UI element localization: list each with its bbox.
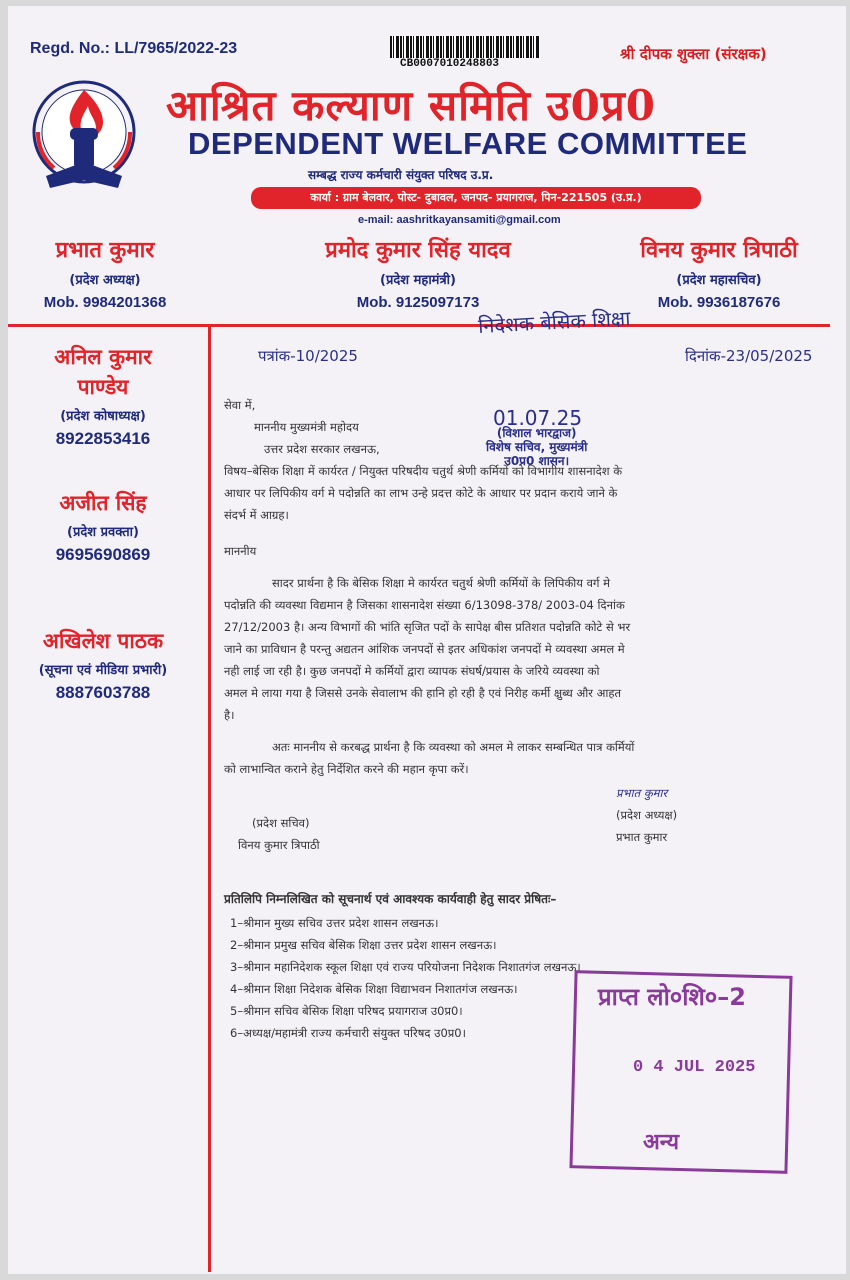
office-bearer-mobile: Mob. 9984201368	[43, 294, 167, 311]
list-item: 6–अध्यक्ष/महामंत्री राज्य कर्मचारी संयुक्त परिषद उ0प्र0।	[230, 1026, 466, 1040]
office-bearer-name: प्रमोद कुमार सिंह यादव	[325, 237, 511, 263]
paragraph-line: पदोन्नति की व्यवस्था विद्यमान है जिसका शासनादेश संख्या 6/13098-378/ 2003-04 दिनांक	[224, 598, 625, 612]
sidebar-member-mobile: 8887603788	[55, 683, 151, 702]
subject-line: आधार पर लिपिकीय वर्ग मे पदोन्नति का लाभ उन्हे प्रदत्त कोटे के आधार पर प्रदान कराये जाने के	[224, 486, 618, 500]
letterhead-page	[8, 6, 846, 1274]
signatory-name: प्रभात कुमार	[616, 830, 668, 844]
official-stamp-line: विशेष सचिव, मुख्यमंत्री	[486, 440, 588, 454]
signatory-designation: (प्रदेश अध्यक्ष)	[616, 808, 678, 822]
list-item: 2–श्रीमान प्रमुख सचिव बेसिक शिक्षा उत्तर प्रदेश शासन लखनऊ।	[230, 938, 497, 952]
header-divider	[8, 324, 830, 327]
sidebar-member-surname: पाण्डेय	[77, 374, 129, 399]
signatory-designation: (प्रदेश सचिव)	[252, 816, 310, 830]
office-bearer	[298, 234, 538, 311]
barcode	[390, 36, 540, 58]
received-stamp-category: अन्य	[643, 1129, 680, 1155]
signatory-name: विनय कुमार त्रिपाठी	[238, 838, 320, 852]
received-stamp-date: 0 4 JUL 2025	[633, 1058, 756, 1077]
patron-name: श्री दीपक शुक्ला (संरक्षक)	[620, 45, 767, 63]
paragraph-line: अमल मे लाया गया है जिससे उनके सेवालाभ की हानि हो रही है एवं निरीह कर्मी क्षुब्ध और आहत	[224, 686, 622, 700]
official-stamp-line: (विशाल भारद्वाज)	[496, 426, 577, 440]
salutation: माननीय	[224, 544, 257, 558]
office-bearer-name: विनय कुमार त्रिपाठी	[640, 237, 798, 263]
sidebar-member-designation: (सूचना एवं मीडिया प्रभारी)	[38, 663, 168, 678]
sidebar-member-designation: (प्रदेश प्रवक्ता)	[67, 525, 139, 540]
sidebar-member	[8, 342, 198, 449]
affiliation: सम्बद्ध राज्य कर्मचारी संयुक्त परिषद उ.प्र.	[308, 168, 494, 182]
sidebar-member-mobile: 9695690869	[55, 545, 151, 564]
official-stamp-line: उ0प्र0 शासन।	[504, 454, 570, 468]
paragraph-line: सादर प्रार्थना है कि बेसिक शिक्षा मे कार्यरत चतुर्थ श्रेणी कर्मियों के लिपिकीय वर्ग मे	[272, 576, 610, 590]
received-date-handwritten: 01.07.25	[493, 406, 583, 430]
addressee-line: सेवा में,	[224, 398, 256, 412]
list-item: 1–श्रीमान मुख्य सचिव उत्तर प्रदेश शासन लखनऊ।	[230, 916, 439, 930]
sidebar-member	[8, 488, 198, 565]
office-bearer-designation: (प्रदेश महामंत्री)	[380, 273, 456, 288]
copy-list	[230, 912, 581, 1044]
sidebar-member-name: अखिलेश पाठक	[42, 628, 164, 653]
paragraph-line: है।	[224, 708, 235, 722]
office-bearer-name: प्रभात कुमार	[55, 237, 155, 263]
letter-date: दिनांक-23/05/2025	[685, 347, 813, 365]
list-item: 5–श्रीमान सचिव बेसिक शिक्षा परिषद प्रयागराज उ0प्र0।	[230, 1004, 463, 1018]
office-address: कार्या : ग्राम बेलवार, पोस्ट- दुबावल, जनपद- प्रयागराज, पिन-221505 (उ.प्र.)	[251, 187, 701, 209]
sidebar-member	[8, 626, 198, 703]
copy-heading: प्रतिलिपि निम्नलिखित को सूचनार्थ एवं आवश्यक कार्यवाही हेतु सादर प्रेषितः–	[224, 892, 557, 906]
paragraph-line: 27/12/2003 है। अन्य विभागों की भांति सृजित पदों के सापेक्ष बीस प्रतिशत पदोन्नति कोटे से भर	[224, 620, 631, 634]
sidebar-member-mobile: 8922853416	[55, 429, 151, 448]
signature-right	[616, 782, 677, 848]
addressee-line: उत्तर प्रदेश सरकार लखनऊ,	[264, 442, 380, 456]
registration-number: Regd. No.: LL/7965/2022-23	[30, 40, 238, 57]
received-stamp-title: प्राप्त लो०शि०–2	[598, 983, 746, 1011]
office-bearer-designation: (प्रदेश अध्यक्ष)	[69, 273, 141, 288]
body-paragraph	[224, 572, 784, 726]
office-bearer-designation: (प्रदेश महासचिव)	[676, 273, 762, 288]
sidebar-member-designation: (प्रदेश कोषाध्यक्ष)	[60, 409, 146, 424]
list-item: 4–श्रीमान शिक्षा निदेशक बेसिक शिक्षा विद्याभवन निशातगंज लखनऊ।	[230, 982, 518, 996]
email-address: e-mail: aashritkayansamiti@gmail.com	[358, 214, 561, 226]
paragraph-line: अतः माननीय से करबद्ध प्रार्थना है कि व्यवस्था को अमल मे लाकर सम्बन्धित पात्र कर्मियों	[272, 740, 635, 754]
paragraph-line: नही लाई जा रही है। कुछ जनपदों मे कर्मियों द्वारा व्यापक संघर्ष/प्रयास के जरिये व्यवस्था को	[224, 664, 600, 678]
sidebar-member-name: अनिल कुमार	[54, 344, 152, 369]
subject-line: संदर्भ में आग्रह।	[224, 508, 289, 522]
list-item: 3–श्रीमान महानिदेशक स्कूल शिक्षा एवं राज्य परियोजना निदेशक निशातगंज लखनऊ।	[230, 960, 581, 974]
organization-name-hindi: आश्रित कल्याण समिति उ0प्र0	[166, 81, 656, 130]
subject-line: विषय–बेसिक शिक्षा में कार्यरत / नियुक्त परिषदीय चतुर्थ श्रेणी कर्मियों को विभागीय शासनादेश के	[224, 464, 623, 478]
office-bearer	[608, 234, 830, 311]
flame-fist-emblem-icon	[28, 76, 140, 204]
office-bearer-mobile: Mob. 9125097173	[356, 294, 480, 311]
addressee-block	[224, 394, 380, 460]
body-paragraph	[224, 736, 784, 780]
office-bearer-mobile: Mob. 9936187676	[657, 294, 781, 311]
subject-block	[224, 460, 784, 526]
signature-left	[238, 812, 320, 856]
paragraph-line: को लाभान्वित कराने हेतु निर्देशित करने की महान कृपा करें।	[224, 762, 469, 776]
paragraph-line: जाने का प्राविधान है परन्तु अद्यतन आंशिक जनपदों से इतर अधिकांश जनपदों मे व्यवस्था अमल मे	[224, 642, 625, 656]
sidebar-member-name: अजीत सिंह	[59, 490, 147, 515]
organization-name-english: DEPENDENT WELFARE COMMITTEE	[188, 126, 748, 161]
office-bearer	[20, 234, 190, 311]
sidebar-divider	[208, 327, 211, 1272]
barcode-number: CB0007010248803	[400, 58, 500, 70]
handwritten-signature: प्रभात कुमार	[616, 786, 668, 800]
handwritten-endorsement: निदेशक बेसिक शिक्षा	[477, 306, 631, 338]
addressee-line: माननीय मुख्यमंत्री महोदय	[254, 420, 359, 434]
reference-number: पत्रांक-10/2025	[258, 347, 358, 365]
